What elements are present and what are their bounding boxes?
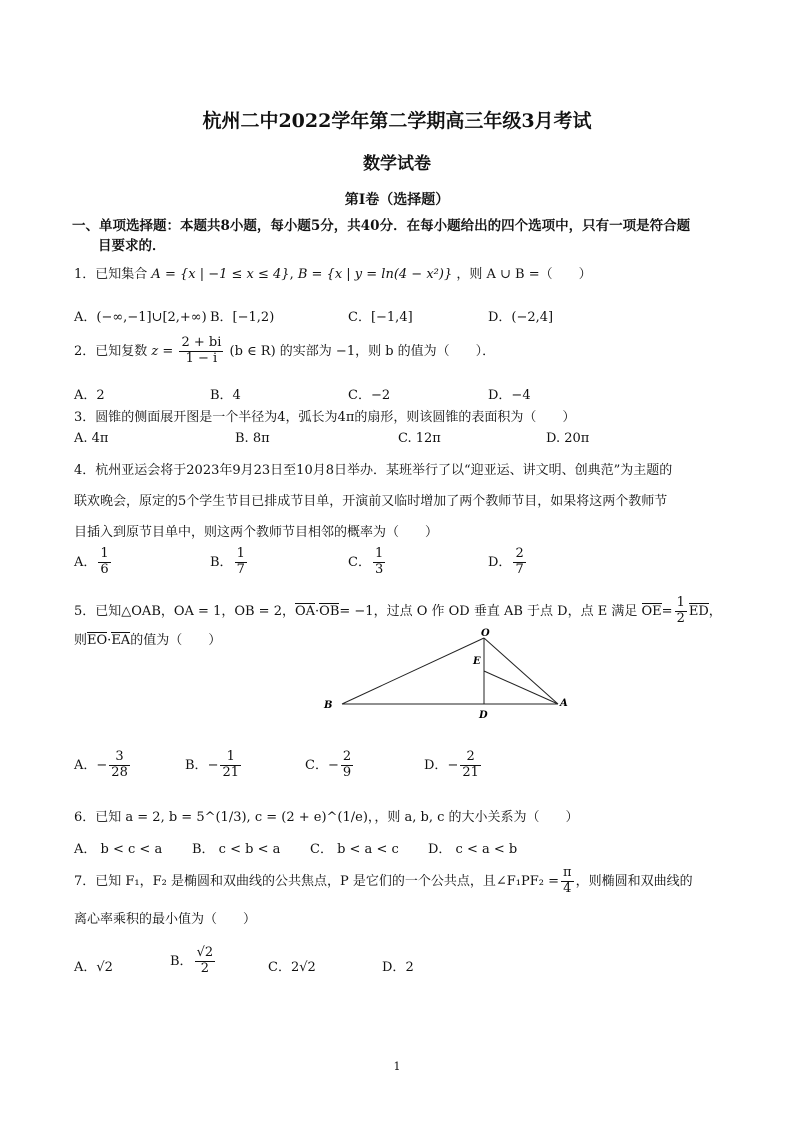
q4-option-c-den: 3 [374, 561, 384, 577]
q4-option-b-label: B． [210, 554, 233, 570]
line-bo [342, 638, 484, 704]
question-4-line2: 联欢晚会，原定的5个学生节目已排成节目单，开演前又临时增加了两个教师节目，如果将这两个教师节 [74, 494, 668, 509]
q5-vec-eo: EO [87, 633, 108, 648]
q2-option-a: A．2 [74, 388, 105, 403]
q7-option-b-den: 2 [200, 960, 209, 976]
q5-triangle-figure [316, 626, 576, 722]
q5-option-a-den: 28 [111, 764, 128, 780]
q5-option-b-label: B． [185, 757, 208, 773]
line-oa [484, 638, 558, 704]
q5-option-b-sign: − [207, 757, 219, 773]
q7-option-d [382, 956, 414, 975]
q3-option-c: C. 12π [398, 431, 441, 446]
q4-option-d-label: D． [488, 554, 512, 570]
label-b: B [324, 700, 333, 711]
q5-option-c [305, 750, 355, 781]
section-heading-line2: 目要求的． [98, 238, 166, 254]
q7-option-a [74, 956, 113, 975]
q7-option-a-text: √2 [96, 960, 113, 975]
q5-line1-b: = −1，过点 O 作 OD 垂直 AB 于点 D，点 E 满足 [339, 603, 638, 619]
q4-option-a [74, 547, 113, 578]
q7-option-b [170, 946, 217, 977]
q5-option-d-num: 2 [460, 750, 481, 766]
q7-pi-den: 4 [563, 880, 572, 896]
q4-option-d-num: 2 [515, 546, 524, 561]
q2-option-c: C．−2 [348, 388, 391, 403]
q2-z-label: z = [151, 343, 174, 359]
q5-vec-oe: OE [641, 603, 662, 619]
part-heading: 第Ⅰ卷（选择题） [344, 192, 450, 208]
q5-dot-1: · [315, 603, 320, 619]
q5-option-a-label: A． [74, 757, 97, 773]
q6-option-c: C． b < a < c [310, 842, 399, 857]
q1-option-a: A．(−∞,−1]∪[2,+∞) [74, 310, 207, 325]
q4-option-c-label: C． [348, 554, 371, 570]
q3-option-d: D. 20π [546, 431, 590, 446]
q4-option-a-num: 1 [100, 546, 109, 561]
label-o: O [481, 628, 490, 639]
q7-option-c-label: C． [268, 960, 291, 975]
q5-option-d-den: 21 [462, 764, 479, 780]
q4-option-d [488, 547, 528, 578]
q4-option-d-den: 7 [515, 561, 524, 577]
q4-option-a-den: 6 [100, 561, 109, 577]
q7-option-d-label: D． [382, 960, 406, 975]
q6-option-d: D． c < a < b [428, 842, 518, 857]
q6-option-a: A． b < c < a [74, 842, 163, 857]
q7-option-b-label: B． [170, 953, 193, 969]
q5-line2-a: 则 [74, 633, 88, 648]
label-a: A [560, 698, 568, 709]
q5-option-a [74, 750, 132, 781]
label-e: E [473, 656, 481, 667]
q4-option-a-label: A． [74, 554, 97, 570]
q5-option-c-den: 9 [342, 764, 352, 780]
q2-option-d: D．−4 [488, 388, 531, 403]
question-6-stem: 6．已知 a = 2, b = 5^(1/3), c = (2 + e)^(1/e)，，则 a, b, c 的大小关系为（ ） [74, 810, 579, 825]
question-4-line1: 4．杭州亚运会将于2023年9月23日至10月8日举办．某班举行了以“迎亚运、讲文明、创典范”为主题的 [74, 463, 673, 478]
q5-option-b-den: 21 [222, 764, 240, 780]
q5-half-den: 2 [676, 610, 685, 626]
question-1-stem: 1．已知集合 A = {x | −1 ≤ x ≤ 4}, B = {x | y = ln(4 − x²)} ，则 A ∪ B =（ ） [74, 267, 592, 282]
q7-line1-a: 7．已知 F₁，F₂ 是椭圆和双曲线的公共焦点，P 是它们的一个公共点，且∠F₁PF₂ = [74, 873, 560, 889]
q4-option-b [210, 547, 249, 578]
q7-pi-num: π [563, 865, 572, 880]
q5-option-a-sign: − [96, 757, 108, 773]
q5-eq: = [661, 603, 673, 619]
q2-condition: (b ∈ R) [229, 343, 276, 359]
q2-prefix: 2．已知复数 [74, 343, 148, 359]
q5-vec-ea: EA [111, 633, 131, 648]
q3-option-a: A. 4π [74, 431, 109, 446]
q1-suffix: ，则 A ∪ B =（ ） [456, 267, 592, 282]
q5-comma: ， [708, 603, 722, 619]
exam-subtitle: 数学试卷 [363, 154, 431, 174]
q1-option-c: C．[−1,4] [348, 310, 413, 325]
q1-option-b: B．[−1,2) [210, 310, 275, 325]
q4-option-c-num: 1 [374, 546, 384, 561]
question-4-line3: 目插入到原节目单中，则这两个教师节目相邻的概率为（ ） [74, 525, 439, 540]
q3-option-b: B. 8π [235, 431, 270, 446]
q7-line1-b: ，则椭圆和双曲线的 [575, 873, 693, 889]
q2-option-b: B．4 [210, 388, 241, 403]
q1-prefix: 1．已知集合 [74, 267, 148, 282]
q5-vec-oa: OA [294, 603, 316, 619]
q5-dot-2: · [107, 633, 112, 648]
page-number: 1 [393, 1060, 401, 1073]
q5-option-c-label: C． [305, 757, 328, 773]
q5-line2-b: 的值为（ ） [130, 633, 222, 648]
q5-option-d-label: D． [424, 757, 448, 773]
q5-option-c-sign: − [327, 757, 339, 773]
q5-half-num: 1 [676, 595, 685, 610]
q2-fraction-num: 2 + bi [181, 335, 222, 350]
q5-option-c-num: 2 [342, 749, 352, 764]
q5-vec-ob: OB [319, 603, 340, 619]
question-3-stem: 3．圆锥的侧面展开图是一个半径为4，弧长为4π的扇形，则该圆锥的表面积为（ ） [74, 410, 576, 425]
q5-option-d-sign: − [447, 757, 459, 773]
q4-option-b-den: 7 [236, 561, 245, 577]
q4-option-b-num: 1 [236, 546, 245, 561]
q1-set-a: A = {x | −1 ≤ x ≤ 4} [151, 267, 290, 282]
q2-fraction [179, 336, 223, 367]
q7-option-a-label: A． [74, 960, 97, 975]
q7-option-c-text: 2√2 [290, 960, 316, 975]
exam-title: 杭州二中2022学年第二学期高三年级3月考试 [202, 110, 592, 132]
q7-option-b-num: √2 [196, 945, 214, 960]
label-d: D [479, 710, 488, 721]
q2-suffix: 的实部为 −1，则 b 的值为（ ）． [279, 343, 496, 359]
q5-vec-ed: ED [688, 603, 709, 619]
q7-option-d-text: 2 [405, 960, 414, 975]
q1-set-b: B = {x | y = ln(4 − x²)} [297, 267, 453, 282]
q1-option-d: D．(−2,4] [488, 310, 554, 325]
question-7-line1 [74, 866, 693, 897]
q4-option-c [348, 547, 387, 578]
q6-option-b: B． c < b < a [192, 842, 281, 857]
question-7-line2: 离心率乘积的最小值为（ ） [74, 912, 257, 927]
q2-fraction-den: 1 − i [185, 350, 218, 366]
line-ea [484, 671, 558, 704]
question-5-line1 [74, 596, 722, 627]
q5-option-d [424, 750, 483, 781]
q5-option-b-num: 1 [220, 750, 241, 766]
question-5-line2 [74, 629, 221, 648]
q5-line1-a: 5．已知△OAB，OA = 1，OB = 2， [74, 603, 295, 619]
section-heading-line1: 一、单项选择题：本题共8小题，每小题5分，共40分．在每小题给出的四个选项中，只有一项是符合题 [72, 218, 691, 234]
q7-option-c [268, 956, 316, 975]
q5-option-a-num: 3 [109, 750, 130, 766]
q5-option-b [185, 750, 243, 781]
question-2-stem [74, 336, 495, 367]
